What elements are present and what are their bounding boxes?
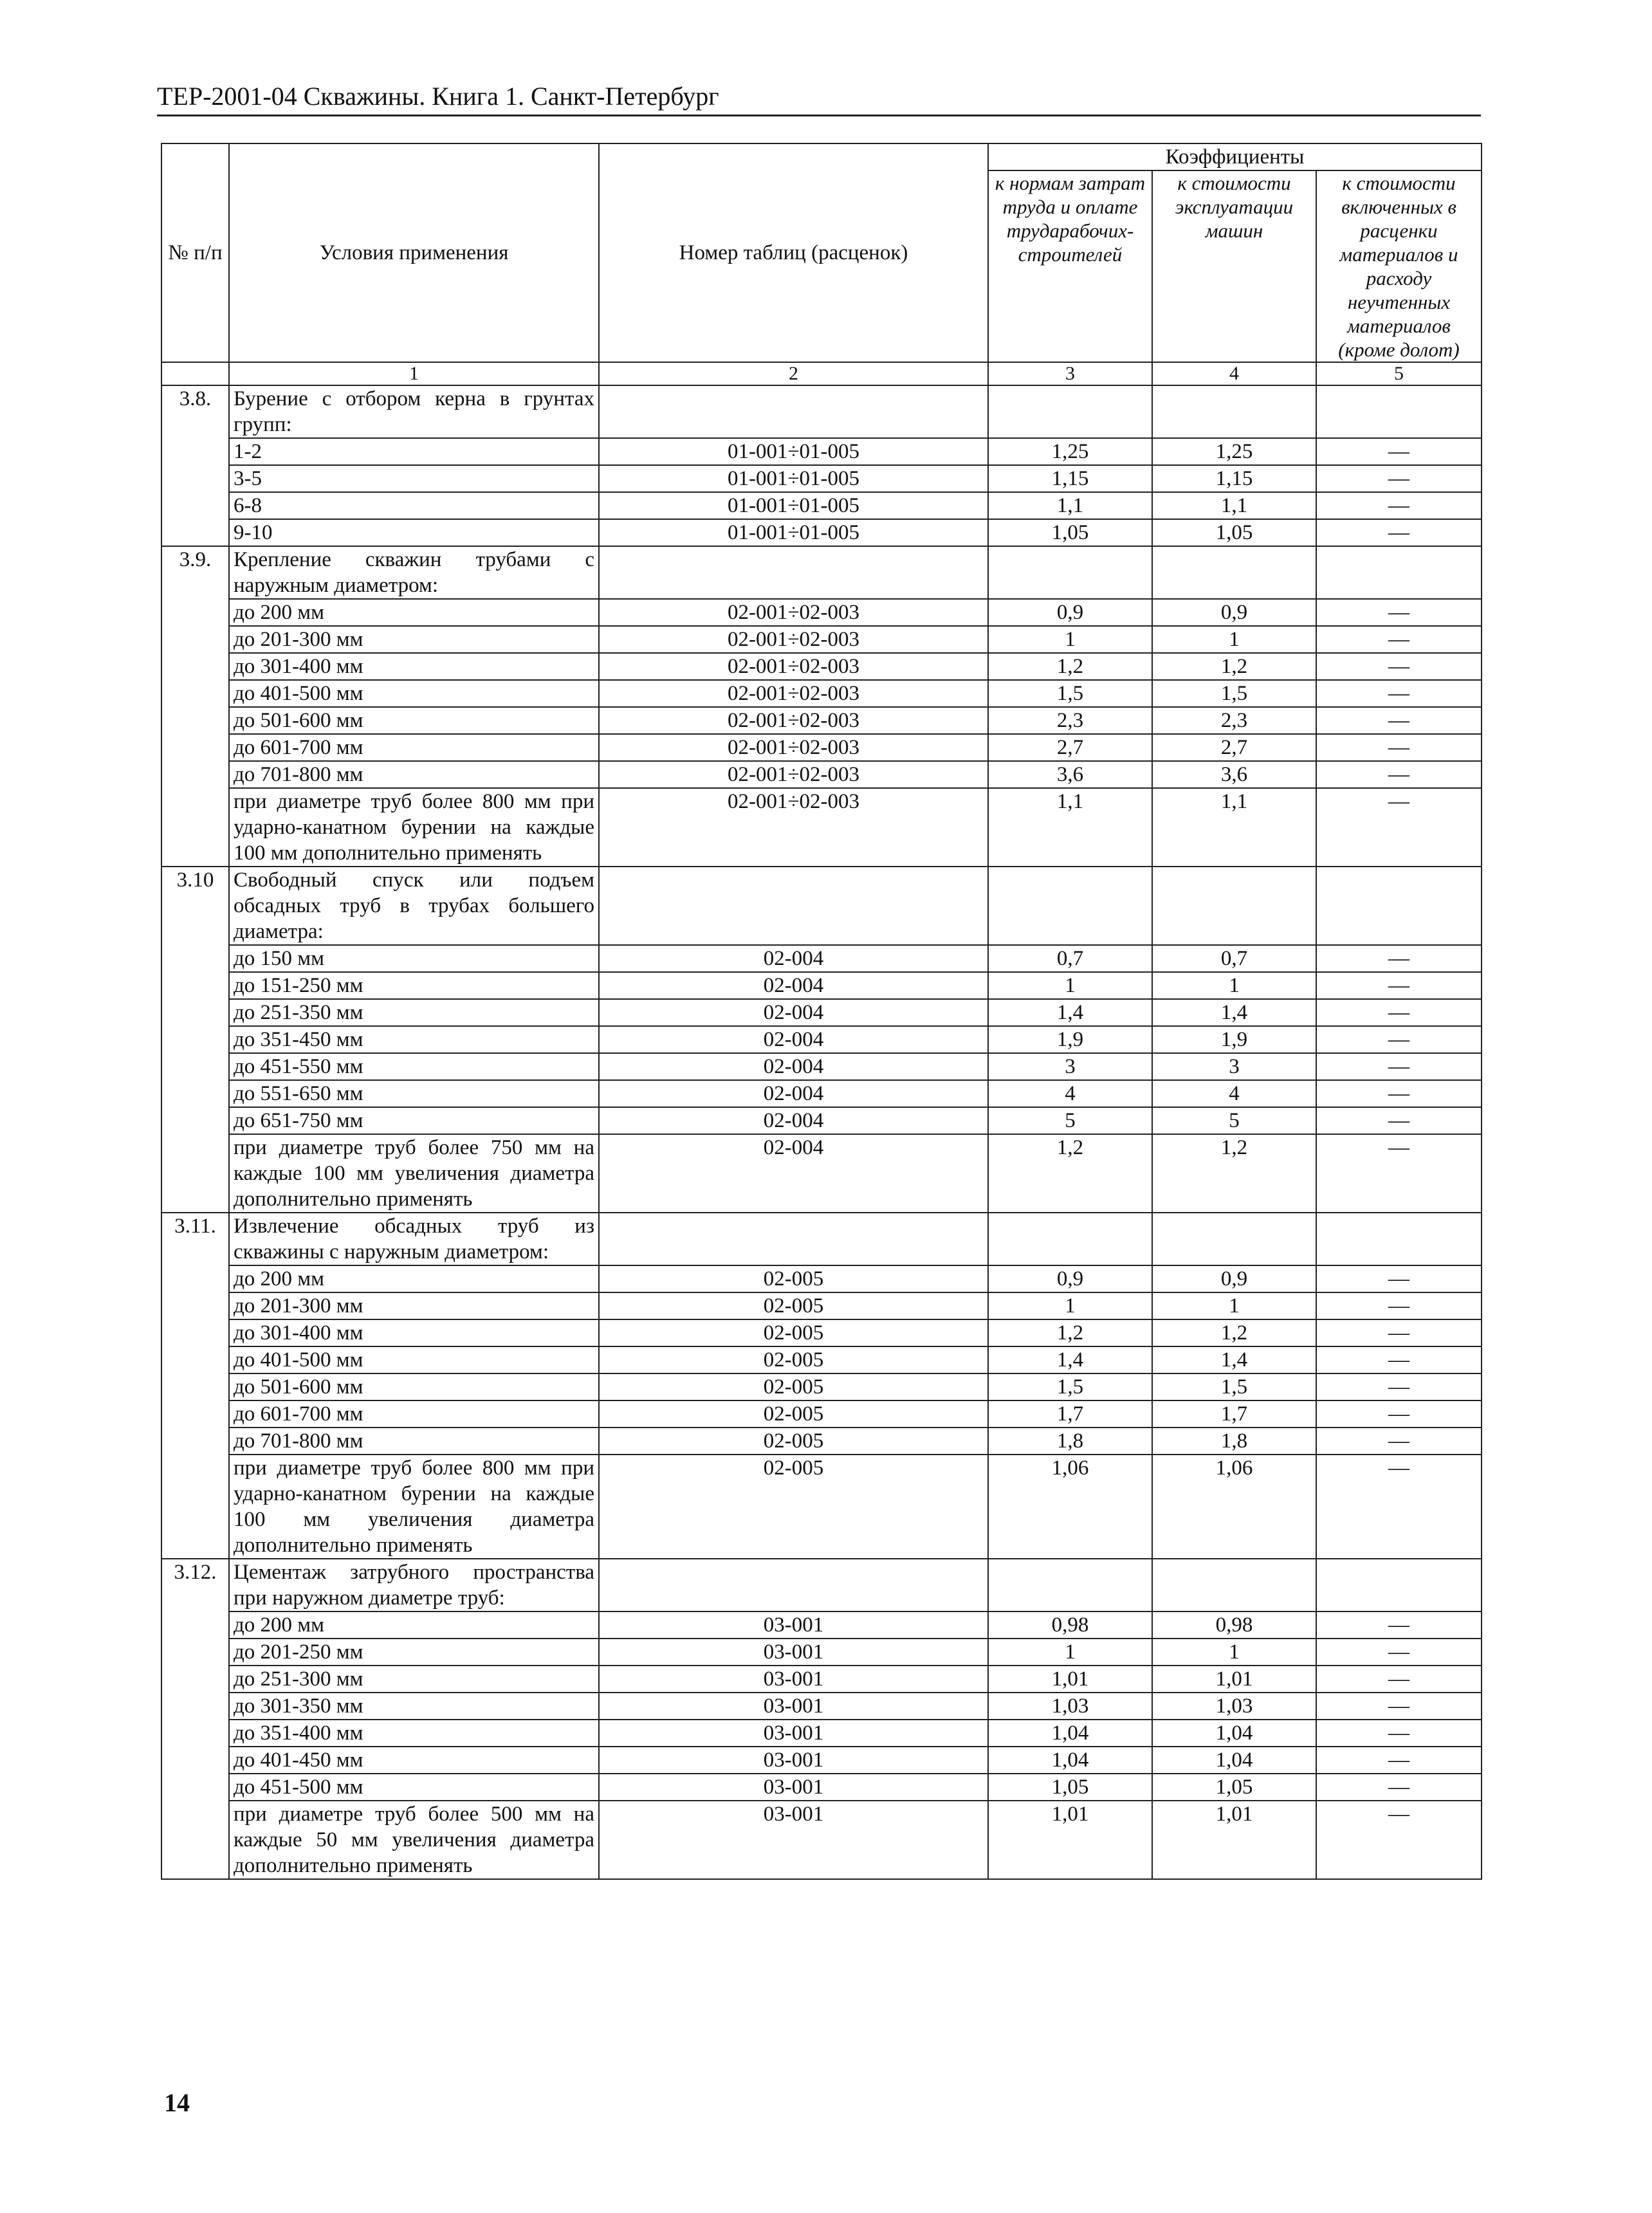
- table-number-cell: 02-004: [599, 1053, 988, 1080]
- table-number-cell: 02-004: [599, 1080, 988, 1107]
- empty-cell: [988, 1213, 1152, 1265]
- coef-materials-cell: —: [1316, 972, 1482, 999]
- coef-materials-cell: —: [1316, 626, 1482, 653]
- table-number-cell: 01-001÷01-005: [599, 519, 988, 546]
- coef-machines-cell: 5: [1152, 1107, 1316, 1134]
- table-number-cell: 03-001: [599, 1747, 988, 1774]
- coef-labor-cell: 1,15: [988, 465, 1152, 492]
- coef-labor-cell: 2,7: [988, 734, 1152, 761]
- coef-materials-cell: —: [1316, 1612, 1482, 1639]
- table-row: [161, 1666, 1482, 1693]
- coef-machines-cell: 1: [1152, 972, 1316, 999]
- coef-materials-cell: —: [1316, 1319, 1482, 1346]
- section-number: 3.10: [161, 867, 229, 1213]
- section-title-row: [161, 546, 1482, 599]
- coef-materials-cell: —: [1316, 1346, 1482, 1373]
- table-number-cell: 03-001: [599, 1720, 988, 1747]
- coef-machines-cell: 1,15: [1152, 465, 1316, 492]
- condition-cell: при диаметре труб более 500 мм на каждые 50 мм увеличения диаметра дополнительно применять: [229, 1801, 599, 1879]
- condition-cell: до 201-250 мм: [229, 1639, 599, 1666]
- condition-cell: до 351-400 мм: [229, 1720, 599, 1747]
- coef-machines-cell: 1,05: [1152, 1774, 1316, 1801]
- coef-labor-cell: 0,7: [988, 945, 1152, 972]
- table-row: [161, 972, 1482, 999]
- condition-cell: до 200 мм: [229, 1265, 599, 1292]
- coef-machines-cell: 1,5: [1152, 680, 1316, 707]
- coef-machines-cell: 1,8: [1152, 1428, 1316, 1455]
- empty-cell: [988, 867, 1152, 945]
- table-row: [161, 1080, 1482, 1107]
- coef-labor-cell: 1,01: [988, 1666, 1152, 1693]
- section-title: Свободный спуск или подъем обсадных труб в трубах большего диаметра:: [229, 867, 599, 945]
- condition-cell: до 601-700 мм: [229, 734, 599, 761]
- condition-cell: до 301-350 мм: [229, 1693, 599, 1720]
- coef-machines-cell: 4: [1152, 1080, 1316, 1107]
- condition-cell: при диаметре труб более 800 мм при ударно-канатном бурении на каждые 100 мм увеличения диаметра дополнительно применять: [229, 1455, 599, 1559]
- coef-materials-cell: —: [1316, 1400, 1482, 1428]
- coefficients-table: [161, 143, 1482, 1880]
- table-row: [161, 519, 1482, 546]
- table-row: [161, 788, 1482, 867]
- coef-labor-cell: 0,9: [988, 599, 1152, 626]
- coef-labor-cell: 0,9: [988, 1265, 1152, 1292]
- coef-machines-cell: 0,9: [1152, 1265, 1316, 1292]
- table-number-cell: 02-001÷02-003: [599, 761, 988, 788]
- table-row: [161, 1639, 1482, 1666]
- page-header: ТЕР-2001-04 Скважины. Книга 1. Санкт-Петербург: [157, 82, 719, 111]
- table-row: [161, 1801, 1482, 1879]
- table-number-cell: 03-001: [599, 1693, 988, 1720]
- table-row: [161, 1720, 1482, 1747]
- coef-materials-cell: —: [1316, 653, 1482, 680]
- table-number-cell: 03-001: [599, 1666, 988, 1693]
- coef-labor-cell: 1,4: [988, 999, 1152, 1026]
- coef-materials-cell: —: [1316, 1639, 1482, 1666]
- coef-machines-cell: 1: [1152, 1639, 1316, 1666]
- condition-cell: 6-8: [229, 492, 599, 519]
- table-number-cell: 03-001: [599, 1801, 988, 1879]
- coef-labor-cell: 1,2: [988, 1319, 1152, 1346]
- coef-machines-cell: 3: [1152, 1053, 1316, 1080]
- coef-machines-cell: 1,25: [1152, 438, 1316, 465]
- condition-cell: до 251-350 мм: [229, 999, 599, 1026]
- coef-materials-cell: —: [1316, 599, 1482, 626]
- table-row: [161, 1455, 1482, 1559]
- coef-labor-cell: 1,1: [988, 788, 1152, 867]
- coef-labor-cell: 1,05: [988, 519, 1152, 546]
- table-number-cell: 02-001÷02-003: [599, 626, 988, 653]
- condition-cell: до 701-800 мм: [229, 1428, 599, 1455]
- coef-machines-cell: 1,03: [1152, 1693, 1316, 1720]
- section-title-row: [161, 385, 1482, 438]
- coef-labor-cell: 1,2: [988, 1134, 1152, 1213]
- coef-labor-cell: 1,06: [988, 1455, 1152, 1559]
- empty-cell: [1152, 1559, 1316, 1612]
- condition-cell: при диаметре труб более 800 мм при ударно-канатном бурении на каждые 100 мм дополнительно применять: [229, 788, 599, 867]
- coef-machines-cell: 1,1: [1152, 492, 1316, 519]
- coef-labor-cell: 1,9: [988, 1026, 1152, 1053]
- coef-materials-cell: —: [1316, 1747, 1482, 1774]
- condition-cell: 9-10: [229, 519, 599, 546]
- condition-cell: до 501-600 мм: [229, 1373, 599, 1400]
- empty-cell: [1316, 867, 1482, 945]
- coef-labor-cell: 1,2: [988, 653, 1152, 680]
- table-number-cell: 02-005: [599, 1455, 988, 1559]
- condition-cell: при диаметре труб более 750 мм на каждые 100 мм увеличения диаметра дополнительно применять: [229, 1134, 599, 1213]
- table-row: [161, 1053, 1482, 1080]
- table-number-cell: 02-005: [599, 1265, 988, 1292]
- coef-machines-cell: 1,01: [1152, 1801, 1316, 1879]
- condition-cell: до 150 мм: [229, 945, 599, 972]
- table-number-cell: 02-001÷02-003: [599, 653, 988, 680]
- coef-materials-cell: —: [1316, 707, 1482, 734]
- coef-labor-cell: 1,5: [988, 680, 1152, 707]
- empty-cell: [988, 385, 1152, 438]
- table-row: [161, 1265, 1482, 1292]
- condition-cell: до 200 мм: [229, 599, 599, 626]
- empty-cell: [1152, 867, 1316, 945]
- coef-labor-cell: 1: [988, 1639, 1152, 1666]
- table-number-cell: 01-001÷01-005: [599, 438, 988, 465]
- coef-labor-cell: 1,5: [988, 1373, 1152, 1400]
- coef-machines-cell: 2,7: [1152, 734, 1316, 761]
- condition-cell: до 501-600 мм: [229, 707, 599, 734]
- header-coef-materials: к стоимости включенных в расценки материалов и расходу неучтенных материалов (кроме долот): [1316, 170, 1482, 362]
- coef-materials-cell: —: [1316, 1428, 1482, 1455]
- table-number-cell: 02-001÷02-003: [599, 734, 988, 761]
- table-row: [161, 1319, 1482, 1346]
- empty-cell: [1152, 546, 1316, 599]
- table-number-cell: 01-001÷01-005: [599, 465, 988, 492]
- coef-machines-cell: 1,2: [1152, 653, 1316, 680]
- condition-cell: до 401-450 мм: [229, 1747, 599, 1774]
- coef-labor-cell: 1: [988, 1292, 1152, 1319]
- table-number-cell: 03-001: [599, 1774, 988, 1801]
- numbering-cell: 2: [599, 362, 988, 385]
- coef-machines-cell: 1,1: [1152, 788, 1316, 867]
- coef-labor-cell: 1,04: [988, 1747, 1152, 1774]
- table-row: [161, 1400, 1482, 1428]
- coef-materials-cell: —: [1316, 1107, 1482, 1134]
- coef-machines-cell: 1,2: [1152, 1134, 1316, 1213]
- empty-cell: [1316, 385, 1482, 438]
- condition-cell: до 451-550 мм: [229, 1053, 599, 1080]
- coef-machines-cell: 0,98: [1152, 1612, 1316, 1639]
- coef-materials-cell: —: [1316, 1292, 1482, 1319]
- table-row: [161, 1612, 1482, 1639]
- coef-materials-cell: —: [1316, 1265, 1482, 1292]
- table-number-cell: 02-004: [599, 1026, 988, 1053]
- page-number: 14: [164, 2088, 190, 2117]
- header-conditions: Условия применения: [229, 143, 599, 362]
- table-number-cell: 02-001÷02-003: [599, 788, 988, 867]
- condition-cell: до 451-500 мм: [229, 1774, 599, 1801]
- condition-cell: до 301-400 мм: [229, 653, 599, 680]
- table-number-cell: 02-004: [599, 1107, 988, 1134]
- coef-labor-cell: 1,04: [988, 1720, 1152, 1747]
- empty-cell: [599, 1213, 988, 1265]
- header-coef-labor: к нормам затрат труда и оплате трударабочих-строителей: [988, 170, 1152, 362]
- coef-materials-cell: —: [1316, 1774, 1482, 1801]
- section-number: 3.11.: [161, 1213, 229, 1559]
- numbering-cell-empty: [161, 362, 229, 385]
- header-rule: [157, 115, 1481, 116]
- numbering-cell: 3: [988, 362, 1152, 385]
- table-number-cell: 02-004: [599, 1134, 988, 1213]
- numbering-cell: 1: [229, 362, 599, 385]
- coef-machines-cell: 1,4: [1152, 999, 1316, 1026]
- header-num: № п/п: [161, 143, 229, 362]
- coef-labor-cell: 1: [988, 972, 1152, 999]
- coef-materials-cell: —: [1316, 1801, 1482, 1879]
- table-number-cell: 02-004: [599, 972, 988, 999]
- coef-machines-cell: 1,06: [1152, 1455, 1316, 1559]
- empty-cell: [1152, 385, 1316, 438]
- condition-cell: до 651-750 мм: [229, 1107, 599, 1134]
- coef-materials-cell: —: [1316, 1080, 1482, 1107]
- section-title-row: [161, 1559, 1482, 1612]
- coef-labor-cell: 1,05: [988, 1774, 1152, 1801]
- empty-cell: [1152, 1213, 1316, 1265]
- section-title: Цементаж затрубного пространства при наружном диаметре труб:: [229, 1559, 599, 1612]
- coef-materials-cell: —: [1316, 465, 1482, 492]
- coef-materials-cell: —: [1316, 1026, 1482, 1053]
- section-title-row: [161, 1213, 1482, 1265]
- coef-labor-cell: 2,3: [988, 707, 1152, 734]
- empty-cell: [599, 867, 988, 945]
- table-head: [161, 143, 1482, 385]
- empty-cell: [599, 546, 988, 599]
- table-row: [161, 1774, 1482, 1801]
- table-row: [161, 465, 1482, 492]
- condition-cell: до 351-450 мм: [229, 1026, 599, 1053]
- coef-labor-cell: 5: [988, 1107, 1152, 1134]
- coef-materials-cell: —: [1316, 734, 1482, 761]
- coef-machines-cell: 0,7: [1152, 945, 1316, 972]
- coef-labor-cell: 1: [988, 626, 1152, 653]
- table-number-cell: 02-004: [599, 999, 988, 1026]
- section-title-row: [161, 867, 1482, 945]
- empty-cell: [988, 546, 1152, 599]
- empty-cell: [599, 385, 988, 438]
- empty-cell: [1316, 546, 1482, 599]
- coef-machines-cell: 1,9: [1152, 1026, 1316, 1053]
- section-title: Извлечение обсадных труб из скважины с наружным диаметром:: [229, 1213, 599, 1265]
- table-row: [161, 1134, 1482, 1213]
- header-coefficients: Коэффициенты: [988, 143, 1482, 170]
- condition-cell: до 401-500 мм: [229, 680, 599, 707]
- table-row: [161, 1428, 1482, 1455]
- coef-labor-cell: 1,03: [988, 1693, 1152, 1720]
- table-number-cell: 02-005: [599, 1292, 988, 1319]
- condition-cell: до 251-300 мм: [229, 1666, 599, 1693]
- coef-machines-cell: 1: [1152, 1292, 1316, 1319]
- table-number-cell: 02-005: [599, 1428, 988, 1455]
- table-number-cell: 03-001: [599, 1639, 988, 1666]
- coef-labor-cell: 1,01: [988, 1801, 1152, 1879]
- table-row: [161, 626, 1482, 653]
- coef-machines-cell: 1,01: [1152, 1666, 1316, 1693]
- empty-cell: [1316, 1213, 1482, 1265]
- table-row: [161, 492, 1482, 519]
- section-title: Бурение с отбором керна в грунтах групп:: [229, 385, 599, 438]
- table-row: [161, 653, 1482, 680]
- table-number-cell: 02-001÷02-003: [599, 599, 988, 626]
- coef-machines-cell: 1,2: [1152, 1319, 1316, 1346]
- header-coef-machines: к стоимости эксплуатации машин: [1152, 170, 1316, 362]
- condition-cell: до 151-250 мм: [229, 972, 599, 999]
- table-row: [161, 1747, 1482, 1774]
- empty-cell: [988, 1559, 1152, 1612]
- table-row: [161, 1373, 1482, 1400]
- table-row: [161, 1693, 1482, 1720]
- coef-labor-cell: 1,7: [988, 1400, 1152, 1428]
- numbering-cell: 5: [1316, 362, 1482, 385]
- coef-materials-cell: —: [1316, 1134, 1482, 1213]
- section-number: 3.9.: [161, 546, 229, 867]
- table-row: [161, 761, 1482, 788]
- column-numbering-row: [161, 362, 1482, 385]
- coef-labor-cell: 1,4: [988, 1346, 1152, 1373]
- condition-cell: до 201-300 мм: [229, 1292, 599, 1319]
- table-row: [161, 1107, 1482, 1134]
- table-number-cell: 02-001÷02-003: [599, 680, 988, 707]
- condition-cell: до 301-400 мм: [229, 1319, 599, 1346]
- coef-materials-cell: —: [1316, 945, 1482, 972]
- table-number-cell: 02-005: [599, 1373, 988, 1400]
- condition-cell: до 200 мм: [229, 1612, 599, 1639]
- coef-labor-cell: 1,8: [988, 1428, 1152, 1455]
- coef-materials-cell: —: [1316, 999, 1482, 1026]
- empty-cell: [599, 1559, 988, 1612]
- coef-labor-cell: 1,25: [988, 438, 1152, 465]
- table-number-cell: 02-001÷02-003: [599, 707, 988, 734]
- coef-materials-cell: —: [1316, 1666, 1482, 1693]
- coef-materials-cell: —: [1316, 1720, 1482, 1747]
- coef-labor-cell: 4: [988, 1080, 1152, 1107]
- table-number-cell: 02-005: [599, 1400, 988, 1428]
- section-number: 3.8.: [161, 385, 229, 546]
- table-row: [161, 599, 1482, 626]
- coef-materials-cell: —: [1316, 1373, 1482, 1400]
- coef-materials-cell: —: [1316, 788, 1482, 867]
- table-number-cell: 02-004: [599, 945, 988, 972]
- coef-materials-cell: —: [1316, 519, 1482, 546]
- coef-materials-cell: —: [1316, 1053, 1482, 1080]
- table-body: [161, 385, 1482, 1879]
- section-number: 3.12.: [161, 1559, 229, 1879]
- coef-materials-cell: —: [1316, 1693, 1482, 1720]
- condition-cell: до 401-500 мм: [229, 1346, 599, 1373]
- coef-machines-cell: 1: [1152, 626, 1316, 653]
- section-title: Крепление скважин трубами с наружным диаметром:: [229, 546, 599, 599]
- coef-machines-cell: 1,7: [1152, 1400, 1316, 1428]
- table-number-cell: 02-005: [599, 1346, 988, 1373]
- coef-machines-cell: 1,4: [1152, 1346, 1316, 1373]
- condition-cell: 3-5: [229, 465, 599, 492]
- table-number-cell: 01-001÷01-005: [599, 492, 988, 519]
- condition-cell: 1-2: [229, 438, 599, 465]
- table-row: [161, 734, 1482, 761]
- table-row: [161, 438, 1482, 465]
- table-row: [161, 945, 1482, 972]
- coef-machines-cell: 1,04: [1152, 1747, 1316, 1774]
- coef-materials-cell: —: [1316, 761, 1482, 788]
- coef-machines-cell: 2,3: [1152, 707, 1316, 734]
- table-number-cell: 02-005: [599, 1319, 988, 1346]
- table-row: [161, 707, 1482, 734]
- table-row: [161, 1026, 1482, 1053]
- condition-cell: до 551-650 мм: [229, 1080, 599, 1107]
- coef-labor-cell: 1,1: [988, 492, 1152, 519]
- coef-machines-cell: 1,04: [1152, 1720, 1316, 1747]
- condition-cell: до 701-800 мм: [229, 761, 599, 788]
- coef-materials-cell: —: [1316, 438, 1482, 465]
- coef-labor-cell: 3,6: [988, 761, 1152, 788]
- empty-cell: [1316, 1559, 1482, 1612]
- table-row: [161, 999, 1482, 1026]
- coef-materials-cell: —: [1316, 1455, 1482, 1559]
- coef-materials-cell: —: [1316, 680, 1482, 707]
- table-row: [161, 1346, 1482, 1373]
- table-number-cell: 03-001: [599, 1612, 988, 1639]
- numbering-cell: 4: [1152, 362, 1316, 385]
- coef-materials-cell: —: [1316, 492, 1482, 519]
- coef-machines-cell: 1,05: [1152, 519, 1316, 546]
- coef-machines-cell: 1,5: [1152, 1373, 1316, 1400]
- table-row: [161, 680, 1482, 707]
- coef-machines-cell: 0,9: [1152, 599, 1316, 626]
- condition-cell: до 201-300 мм: [229, 626, 599, 653]
- coef-labor-cell: 3: [988, 1053, 1152, 1080]
- coef-labor-cell: 0,98: [988, 1612, 1152, 1639]
- header-table-number: Номер таблиц (расценок): [599, 143, 988, 362]
- coef-machines-cell: 3,6: [1152, 761, 1316, 788]
- table-row: [161, 1292, 1482, 1319]
- condition-cell: до 601-700 мм: [229, 1400, 599, 1428]
